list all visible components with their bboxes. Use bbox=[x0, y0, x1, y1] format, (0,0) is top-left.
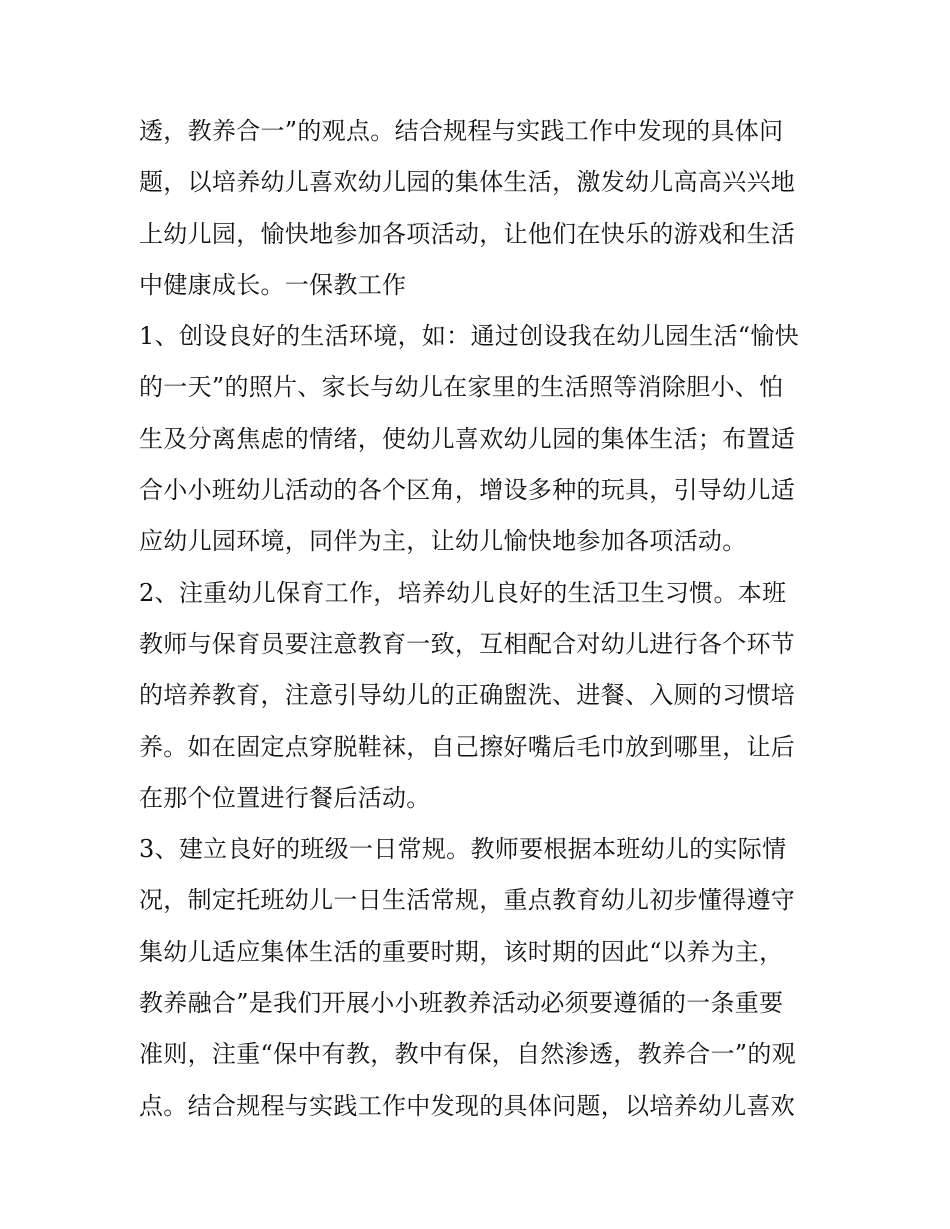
text-line: 应幼儿园环境，同伴为主，让幼儿愉快地参加各项活动。 bbox=[139, 527, 747, 556]
text-line: 2、注重幼儿保育工作，培养幼儿良好的生活卫生习惯。本班 bbox=[139, 578, 787, 607]
text-line: 养。如在固定点穿脱鞋袜，自己擦好嘴后毛巾放到哪里，让后 bbox=[139, 732, 796, 761]
text-line: 的培养教育，注意引导幼儿的正确盥洗、进餐、入厕的习惯培 bbox=[139, 681, 796, 710]
text-line: 况，制定托班幼儿一日生活常规，重点教育幼儿初步懂得遵守 bbox=[139, 886, 796, 915]
text-line: 题，以培养幼儿喜欢幼儿园的集体生活，激发幼儿高高兴兴地 bbox=[139, 168, 796, 197]
text-line: 准则，注重“保中有教，教中有保，自然渗透，教养合一”的观 bbox=[139, 1040, 796, 1069]
text-line: 3、建立良好的班级一日常规。教师要根据本班幼儿的实际情 bbox=[139, 835, 787, 864]
text-line: 中健康成长。一保教工作 bbox=[139, 270, 407, 299]
text-line: 教师与保育员要注意教育一致，互相配合对幼儿进行各个环节 bbox=[139, 629, 796, 658]
text-line: 点。结合规程与实践工作中发现的具体问题，以培养幼儿喜欢 bbox=[139, 1091, 796, 1120]
text-line: 合小小班幼儿活动的各个区角，增设多种的玩具，引导幼儿适 bbox=[139, 476, 796, 505]
text-line: 1、创设良好的生活环境，如：通过创设我在幼儿园生活“愉快 bbox=[139, 322, 799, 351]
text-line: 上幼儿园，愉快地参加各项活动，让他们在快乐的游戏和生活 bbox=[139, 219, 796, 248]
text-line: 教养融合”是我们开展小小班教养活动必须要遵循的一条重要 bbox=[139, 989, 784, 1018]
text-line: 的一天”的照片、家长与幼儿在家里的生活照等消除胆小、怕 bbox=[139, 373, 784, 402]
text-line: 在那个位置进行餐后活动。 bbox=[139, 783, 431, 812]
body-text bbox=[139, 110, 819, 1136]
text-line: 集幼儿适应集体生活的重要时期，该时期的因此“以养为主， bbox=[139, 937, 784, 966]
text-line: 生及分离焦虑的情绪，使幼儿喜欢幼儿园的集体生活；布置适 bbox=[139, 424, 796, 453]
text-line: 透，教养合一”的观点。结合规程与实践工作中发现的具体问 bbox=[139, 117, 784, 145]
